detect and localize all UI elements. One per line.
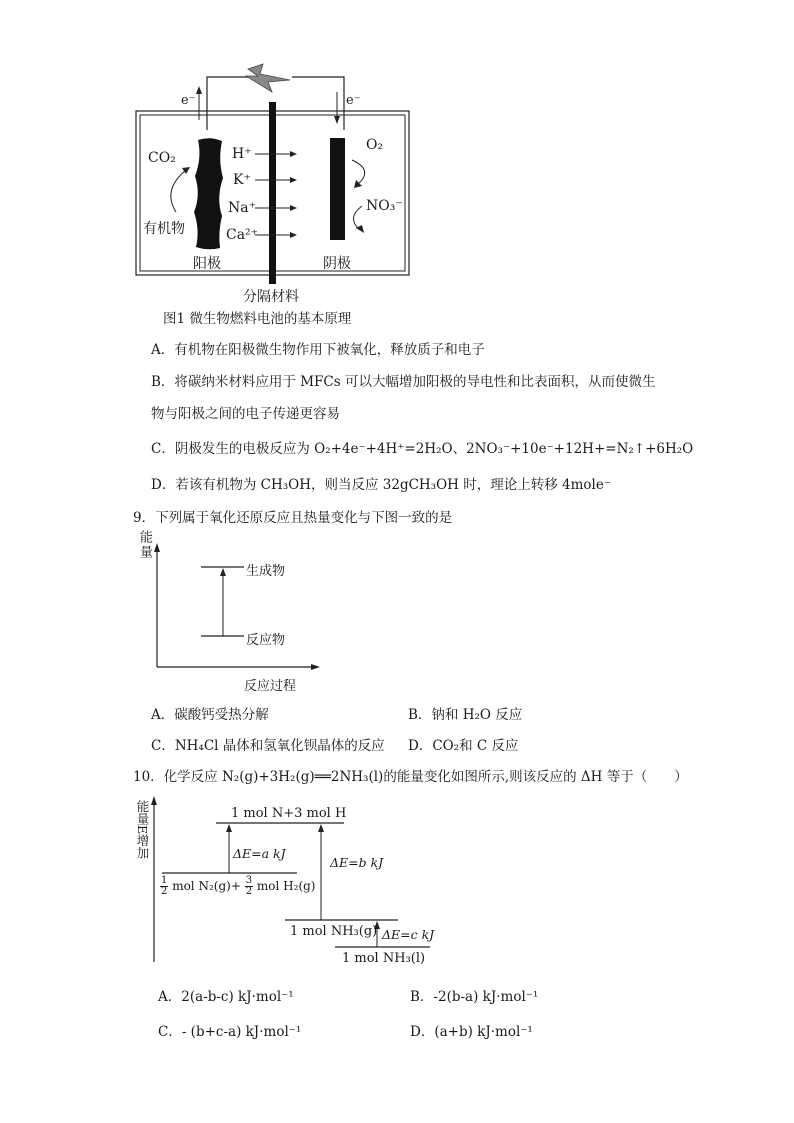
ion-k: K⁺ xyxy=(233,172,251,188)
cathode-label: 阴极 xyxy=(323,256,351,272)
q10-y-axis-label: 能量E增加 xyxy=(135,800,150,860)
q9-y-axis-label: 能量 xyxy=(137,530,152,560)
q8-option-d: D．若该有机物为 CH₃OH，则当反应 32gCH₃OH 时，理论上转移 4mole⁻ xyxy=(151,477,611,493)
q8-option-b-line2: 物与阳极之间的电子传递更容易 xyxy=(151,406,340,422)
figure-caption: 图1 微生物燃料电池的基本原理 xyxy=(163,311,352,327)
q10-delta-a: ΔE=a kJ xyxy=(233,846,286,861)
fraction-one-half: $\frac{1}{2}$ xyxy=(161,875,168,897)
ion-h: H⁺ xyxy=(232,146,252,162)
q9-option-d: D．CO₂和 C 反应 xyxy=(408,738,519,754)
q10-option-c: C．- (b+c-a) kJ·mol⁻¹ xyxy=(158,1024,302,1040)
fraction-three-halves: $\frac{3}{2}$ xyxy=(245,875,253,897)
q10-nh3-gas-label: 1 mol NH₃(g) xyxy=(290,924,378,939)
q10-delta-b: ΔE=b kJ xyxy=(330,855,384,870)
separator-label: 分隔材料 xyxy=(243,289,299,305)
q9-option-b: B．钠和 H₂O 反应 xyxy=(408,707,523,723)
q9-product-label: 生成物 xyxy=(246,564,286,579)
q10-option-b: B．-2(b-a) kJ·mol⁻¹ xyxy=(410,989,539,1005)
q10-delta-c: ΔE=c kJ xyxy=(382,927,435,942)
q9-stem: 9．下列属于氧化还原反应且热量变化与下图一致的是 xyxy=(133,510,453,526)
q10-option-a: A．2(a-b-c) kJ·mol⁻¹ xyxy=(158,989,294,1005)
co2-label: CO₂ xyxy=(148,150,176,166)
q10-h2-text: mol H₂(g) xyxy=(256,879,316,893)
no3-label: NO₃⁻ xyxy=(366,198,403,214)
ion-na: Na⁺ xyxy=(228,200,256,216)
q10-n2-text: mol N₂(g)+ xyxy=(172,879,241,893)
ion-ca: Ca²⁺ xyxy=(226,227,259,243)
anode-label: 阳极 xyxy=(193,256,221,272)
q9-option-c: C．NH₄Cl 晶体和氢氧化钡晶体的反应 xyxy=(151,738,385,754)
q10-nh3-liquid-label: 1 mol NH₃(l) xyxy=(342,951,426,966)
q8-option-c: C．阴极发生的电极反应为 O₂+4e⁻+4H⁺=2H₂O、2NO₃⁻+10e⁻+12H+=N₂↑+6H₂O xyxy=(151,441,694,457)
q8-option-b-line1: B．将碳纳米材料应用于 MFCs 可以大幅增加阳极的导电性和比表面积，从而使微生 xyxy=(151,374,656,390)
q10-stem: 10．化学反应 N₂(g)+3H₂(g)══2NH₃(l)的能量变化如图所示,则该反应的 ΔH 等于（ ） xyxy=(133,769,688,785)
o2-label: O₂ xyxy=(366,137,384,153)
q10-top-level-label: 1 mol N+3 mol H xyxy=(231,806,347,821)
organic-label: 有机物 xyxy=(143,221,185,237)
q9-option-a: A．碳酸钙受热分解 xyxy=(151,707,269,723)
electron-label-left: e⁻ xyxy=(181,93,196,108)
q9-x-axis-label: 反应过程 xyxy=(244,679,297,694)
q10-reactant-level-label xyxy=(160,876,315,897)
q10-option-d: D．(a+b) kJ·mol⁻¹ xyxy=(410,1024,533,1040)
q8-option-a: A．有机物在阳极微生物作用下被氧化，释放质子和电子 xyxy=(151,342,485,358)
q9-reactant-label: 反应物 xyxy=(246,633,286,648)
electron-label-right: e⁻ xyxy=(346,93,361,108)
